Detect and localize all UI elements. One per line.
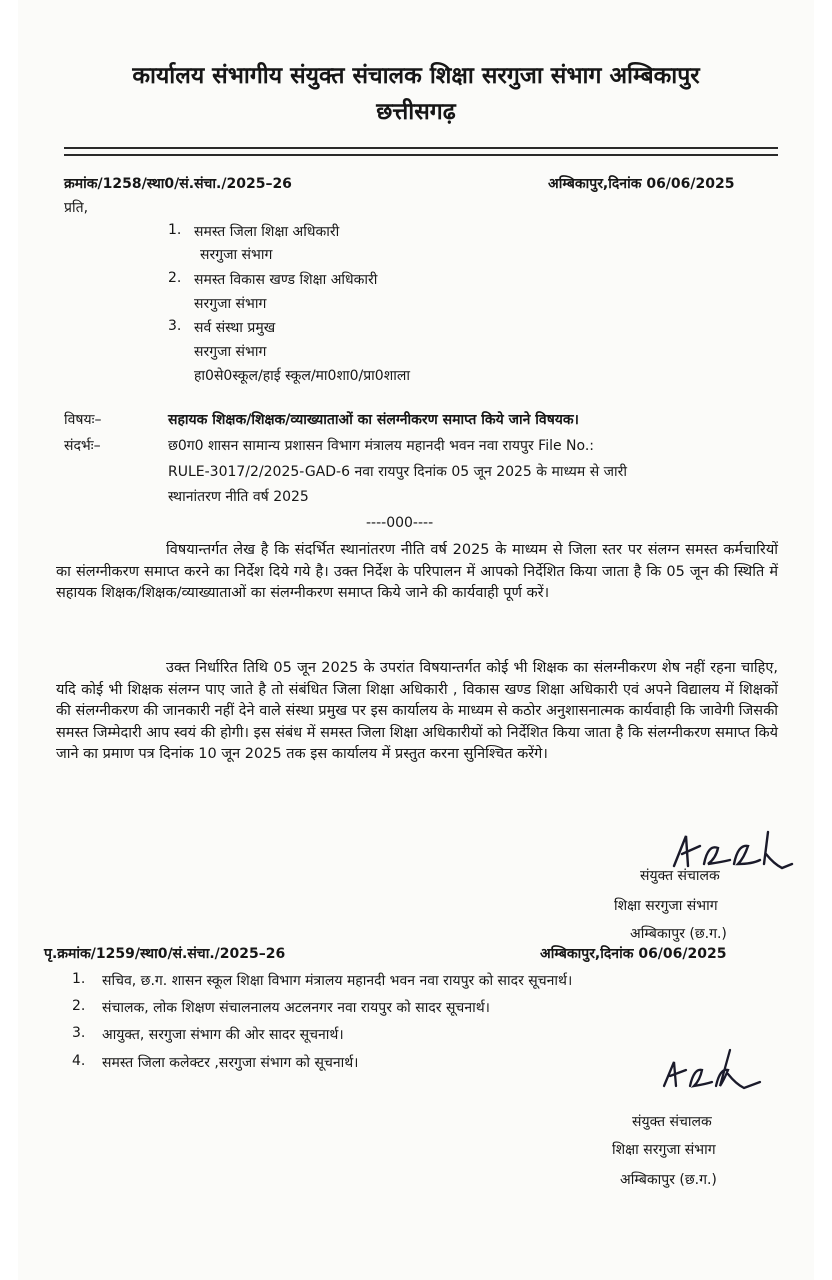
reference-label: संदर्भः– xyxy=(64,438,101,454)
reference-line-3: स्थानांतरण नीति वर्ष 2025 xyxy=(168,489,309,505)
signatory-1-place: अम्बिकापुर (छ.ग.) xyxy=(630,926,727,942)
signatory-2-designation: संयुक्त संचालक xyxy=(632,1114,712,1130)
recipient-3-title: सर्व संस्था प्रमुख xyxy=(194,320,276,336)
endorsement-place-date: अम्बिकापुर,दिनांक 06/06/2025 xyxy=(540,946,727,962)
signatory-1-office: शिक्षा सरगुजा संभाग xyxy=(614,898,718,914)
copy-4-num: 4. xyxy=(72,1053,86,1069)
copy-1-text: सचिव, छ.ग. शासन स्कूल शिक्षा विभाग मंत्रालय महानदी भवन नवा रायपुर को सादर सूचनार्थ। xyxy=(102,973,573,989)
signature-2-mark xyxy=(656,1046,766,1102)
recipient-3-num: 3. xyxy=(168,318,182,334)
office-title: कार्यालय संभागीय संयुक्त संचालक शिक्षा सरगुजा संभाग अम्बिकापुर xyxy=(132,63,700,89)
letter-place-date: अम्बिकापुर,दिनांक 06/06/2025 xyxy=(548,176,735,192)
recipient-3-schools: हा0से0स्कूल/हाई स्कूल/मा0शा0/प्रा0शाला xyxy=(194,368,410,384)
endorsement-ref-number: पृ.क्रमांक/1259/स्था0/सं.संचा./2025–26 xyxy=(44,946,286,962)
body-paragraph-1: विषयान्तर्गत लेख है कि संदर्भित स्थानांतरण नीति वर्ष 2025 के माध्यम से जिला स्तर पर संलग्न समस्त कर्मचारियों का संलग्नीकरण समाप्त करने का निर्देश दिये गये है। उक्त निर्देश के परिपालन में आपको निर्देशित किया जाता है कि 05 जून की स्थिति में सहायक शिक्षक/शिक्षक/व्याख्याताओं का संलग्नीकरण समाप्त किये जाने की कार्यवाही पूर्ण करें। xyxy=(56,542,778,601)
recipient-1-division: सरगुजा संभाग xyxy=(200,247,273,263)
copy-3-text: आयुक्त, सरगुजा संभाग की ओर सादर सूचनार्थ। xyxy=(102,1027,344,1043)
recipient-2-division: सरगुजा संभाग xyxy=(194,296,267,312)
recipient-3-division: सरगुजा संभाग xyxy=(194,344,267,360)
header-rule-top xyxy=(64,147,778,149)
copy-2-num: 2. xyxy=(72,998,86,1014)
signatory-2-place: अम्बिकापुर (छ.ग.) xyxy=(620,1172,717,1188)
subject-text: सहायक शिक्षक/शिक्षक/व्याख्याताओं का संलग्नीकरण समाप्त किये जाने विषयक। xyxy=(168,412,579,428)
copy-1-num: 1. xyxy=(72,971,86,987)
recipient-2-num: 2. xyxy=(168,270,182,286)
signatory-1-designation: संयुक्त संचालक xyxy=(640,868,720,884)
copy-2-text: संचालक, लोक शिक्षण संचालनालय अटलनगर नवा रायपुर को सादर सूचनार्थ। xyxy=(102,1000,490,1016)
to-label: प्रति, xyxy=(64,200,89,216)
recipient-1-num: 1. xyxy=(168,222,182,238)
copy-4-text: समस्त जिला कलेक्टर ,सरगुजा संभाग को सूचनार्थ। xyxy=(102,1055,359,1071)
recipient-1-title: समस्त जिला शिक्षा अधिकारी xyxy=(194,224,340,240)
copy-3-num: 3. xyxy=(72,1025,86,1041)
recipient-2-title: समस्त विकास खण्ड शिक्षा अधिकारी xyxy=(194,272,378,288)
header-rule-bottom xyxy=(64,154,778,156)
reference-line-1: छ0ग0 शासन सामान्य प्रशासन विभाग मंत्रालय महानदी भवन नवा रायपुर File No.: xyxy=(168,438,594,454)
office-state: छत्तीसगढ़ xyxy=(376,99,456,125)
letter-ref-number: क्रमांक/1258/स्था0/सं.संचा./2025–26 xyxy=(64,176,292,192)
body-paragraph-2: उक्त निर्धारित तिथि 05 जून 2025 के उपरांत विषयान्तर्गत कोई भी शिक्षक का संलग्नीकरण शेष नहीं रहना चाहिए, यदि कोई भी शिक्षक संलग्न पाए जाते है तो संबंधित जिला शिक्षा अधिकारी , विकास खण्ड शिक्षा अधिकारी एवं अपने विद्यालय में शिक्षकों की संलग्नीकरण की जानकारी नहीं देने वाले संस्था प्रमुख पर इस कार्यालय के माध्यम से कठोर अनुशासनात्मक कार्यवाही कि जावेगी जिसकी समस्त जिम्मेदारी आप स्वयं की होगी। इस संबंध में समस्त जिला शिक्षा अधिकारीयों को निर्देशित किया जाता है कि संलग्नीकरण समाप्त किये जाने का प्रमाण पत्र दिनांक 10 जून 2025 तक इस कार्यालय में प्रस्तुत करना सुनिश्चित करेंगे। xyxy=(56,660,778,762)
separator: ----000---- xyxy=(366,515,434,531)
signatory-2-office: शिक्षा सरगुजा संभाग xyxy=(612,1142,716,1158)
subject-label: विषयः– xyxy=(64,412,102,428)
reference-line-2: RULE-3017/2/2025-GAD-6 नवा रायपुर दिनांक 05 जून 2025 के माध्यम से जारी xyxy=(168,464,627,480)
